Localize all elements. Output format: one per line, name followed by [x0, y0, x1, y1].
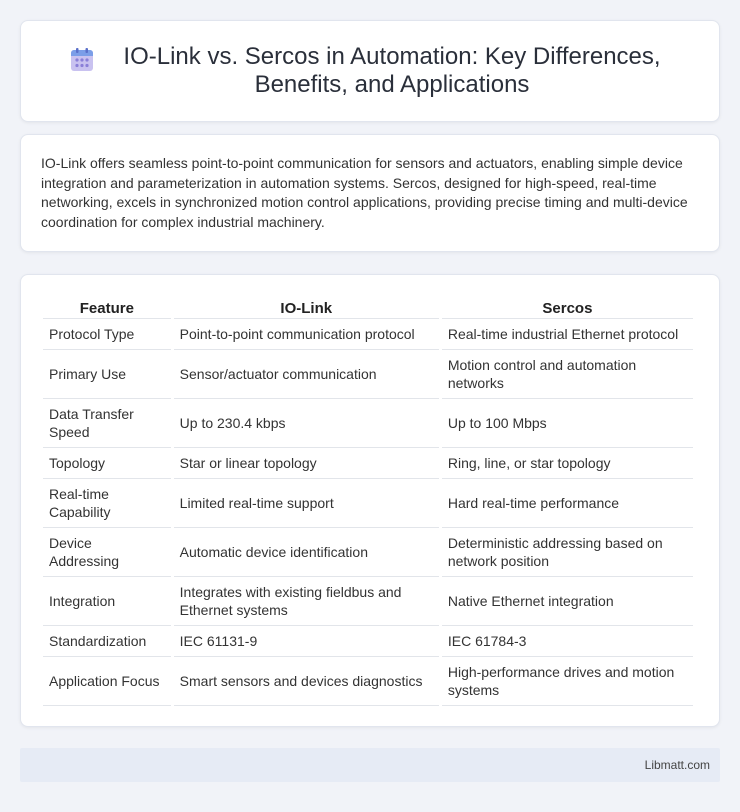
row-sercos: Real-time industrial Ethernet protocol [442, 319, 693, 350]
header-sercos: Sercos [442, 293, 693, 319]
row-io-link: Automatic device identification [174, 528, 439, 577]
row-io-link: Limited real-time support [174, 479, 439, 528]
row-io-link: Integrates with existing fieldbus and Ethernet systems [174, 577, 439, 626]
row-sercos: Deterministic addressing based on network position [442, 528, 693, 577]
row-sercos: High-performance drives and motion systems [442, 657, 693, 706]
table-row [43, 350, 693, 399]
table-row [43, 479, 693, 528]
page-title: IO-Link vs. Sercos in Automation: Key Differences, Benefits, and Applications [123, 43, 661, 98]
table-row [43, 399, 693, 448]
row-io-link: Up to 230.4 kbps [174, 399, 439, 448]
row-io-link: Point-to-point communication protocol [174, 319, 439, 350]
intro-card [20, 134, 720, 252]
table-row [43, 448, 693, 479]
table-row [43, 319, 693, 350]
table-row [43, 626, 693, 657]
row-feature: Application Focus [43, 657, 171, 706]
header-io-link: IO-Link [174, 293, 439, 319]
row-io-link: Star or linear topology [174, 448, 439, 479]
row-io-link: Sensor/actuator communication [174, 350, 439, 399]
table-row [43, 577, 693, 626]
row-sercos: Motion control and automation networks [442, 350, 693, 399]
title-wrap [50, 43, 690, 99]
row-sercos: Ring, line, or star topology [442, 448, 693, 479]
row-feature: Real-time Capability [43, 479, 171, 528]
row-sercos: Hard real-time performance [442, 479, 693, 528]
row-feature: Integration [43, 577, 171, 626]
row-feature: Topology [43, 448, 171, 479]
row-feature: Primary Use [43, 350, 171, 399]
row-feature: Data Transfer Speed [43, 399, 171, 448]
title-card [20, 20, 720, 122]
row-feature: Standardization [43, 626, 171, 657]
row-sercos: Native Ethernet integration [442, 577, 693, 626]
row-io-link: Smart sensors and devices diagnostics [174, 657, 439, 706]
row-feature: Device Addressing [43, 528, 171, 577]
calendar-icon [68, 46, 96, 74]
comparison-table-card [20, 274, 720, 727]
row-sercos: Up to 100 Mbps [442, 399, 693, 448]
intro-text: IO-Link offers seamless point-to-point communication for sensors and actuators, enabling simple device integration and parameterization in automation systems. Sercos, designed for high-speed, real-time networking, excels in synchronized motion control applications, providing precise timing and multi-device coordination for complex industrial machinery. [41, 155, 688, 230]
footer [20, 748, 720, 782]
table-row [43, 528, 693, 577]
row-feature: Protocol Type [43, 319, 171, 350]
row-sercos: IEC 61784-3 [442, 626, 693, 657]
header-feature: Feature [43, 293, 171, 319]
table-row [43, 657, 693, 706]
comparison-table [40, 293, 696, 706]
footer-brand-link[interactable]: Libmatt.com [644, 758, 710, 772]
table-header-row [43, 293, 693, 319]
row-io-link: IEC 61131-9 [174, 626, 439, 657]
